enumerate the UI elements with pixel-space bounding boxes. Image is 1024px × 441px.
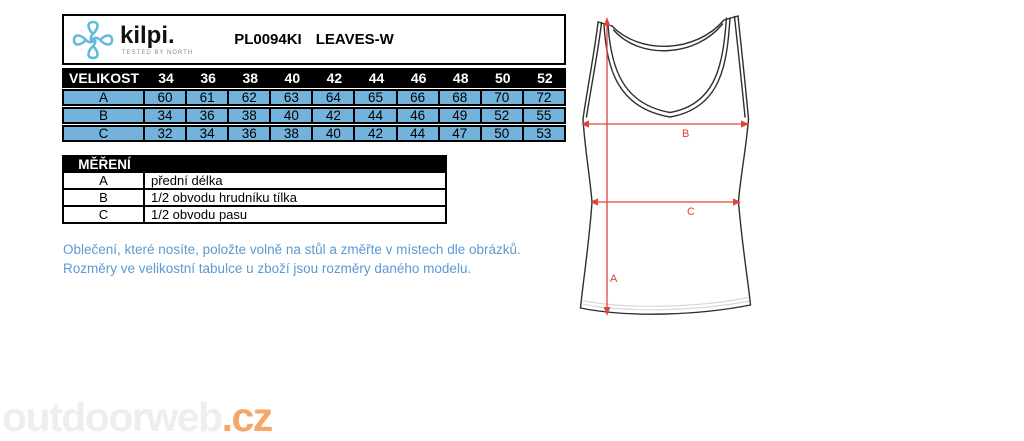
measurement-row-c xyxy=(62,207,447,224)
size-value: 40 xyxy=(313,127,355,140)
size-value: 63 xyxy=(271,91,313,104)
product-title xyxy=(64,16,564,63)
product-header-box xyxy=(62,14,566,65)
size-value: 50 xyxy=(482,127,524,140)
row-label: B xyxy=(64,109,145,122)
size-value: 34 xyxy=(187,127,229,140)
size-value: 53 xyxy=(536,126,552,141)
size-value: 68 xyxy=(440,91,482,104)
size-value: 46 xyxy=(398,109,440,122)
size-value: 42 xyxy=(355,127,397,140)
size-column-header: 52 xyxy=(537,70,553,86)
size-value: 61 xyxy=(187,91,229,104)
diagram-label-b: B xyxy=(682,128,690,140)
measuring-instructions xyxy=(63,240,521,278)
tank-top-measurement-diagram xyxy=(570,5,770,325)
size-value: 60 xyxy=(145,91,187,104)
measurement-table-header xyxy=(62,155,447,173)
diagram-label-c: C xyxy=(687,206,695,218)
size-value: 70 xyxy=(482,91,524,104)
size-value: 44 xyxy=(355,109,397,122)
size-table-row-c xyxy=(62,125,566,142)
size-table-row-a xyxy=(62,89,566,106)
measurement-label: B xyxy=(64,190,145,205)
measurement-table xyxy=(62,155,447,224)
size-column-header: 38 xyxy=(242,70,259,86)
size-value: 38 xyxy=(271,127,313,140)
size-column-header: 46 xyxy=(410,70,427,86)
measurement-label: C xyxy=(64,207,145,222)
size-column-header: 42 xyxy=(326,70,343,86)
measurement-description: 1/2 obvodu hrudníku tílka xyxy=(151,190,297,205)
size-value: 47 xyxy=(440,127,482,140)
outdoorweb-watermark xyxy=(2,394,272,441)
size-value: 38 xyxy=(229,109,271,122)
size-value: 44 xyxy=(398,127,440,140)
size-value: 55 xyxy=(536,108,552,123)
size-value: 34 xyxy=(145,109,187,122)
size-table-header-label: VELIKOST xyxy=(69,70,140,86)
diagram-label-a: A xyxy=(610,273,618,285)
brand-tagline: TESTED BY NORTH xyxy=(122,50,194,56)
size-value: 42 xyxy=(313,109,355,122)
measurement-header-label: MĚŘENÍ xyxy=(78,156,131,172)
size-column-header: 44 xyxy=(368,70,385,86)
measurement-row-b xyxy=(62,190,447,207)
measurement-description: 1/2 obvodu pasu xyxy=(151,207,248,222)
instruction-line-2: Rozměry ve velikostní tabulce u zboží jsou rozměry daného modelu. xyxy=(63,261,472,276)
size-value: 66 xyxy=(398,91,440,104)
size-column-header: 40 xyxy=(284,70,301,86)
size-column-header: 48 xyxy=(452,70,469,86)
size-value: 40 xyxy=(271,109,313,122)
row-label: A xyxy=(64,91,145,104)
size-value: 32 xyxy=(145,127,187,140)
size-table xyxy=(62,68,566,142)
size-column-header: 36 xyxy=(200,70,216,86)
size-value: 65 xyxy=(355,91,397,104)
row-label: C xyxy=(64,127,145,140)
watermark-orange-text: .cz xyxy=(221,394,272,440)
size-value: 64 xyxy=(313,91,355,104)
measurement-row-a xyxy=(62,173,447,190)
product-name: LEAVES-W xyxy=(315,31,394,48)
measurement-label: A xyxy=(64,173,145,188)
tank-top-drawing xyxy=(570,5,770,325)
size-value: 52 xyxy=(482,109,524,122)
size-value: 49 xyxy=(440,109,482,122)
product-code: PL0094KI xyxy=(234,31,302,48)
size-value: 36 xyxy=(229,127,271,140)
size-value: 36 xyxy=(187,109,229,122)
size-value: 62 xyxy=(229,91,271,104)
instruction-line-1: Oblečení, které nosíte, položte volně na stůl a změřte v místech dle obrázků. xyxy=(63,242,521,257)
size-table-header-row xyxy=(62,68,566,88)
brand-name: kilpi. xyxy=(120,22,175,49)
size-column-header: 50 xyxy=(495,70,511,86)
measurement-description: přední délka xyxy=(151,173,223,188)
size-column-header: 34 xyxy=(158,70,174,86)
measurement-lines xyxy=(581,17,749,316)
size-value: 72 xyxy=(536,90,552,105)
watermark-gray-text: outdoorweb xyxy=(2,394,222,440)
size-table-row-b xyxy=(62,107,566,124)
